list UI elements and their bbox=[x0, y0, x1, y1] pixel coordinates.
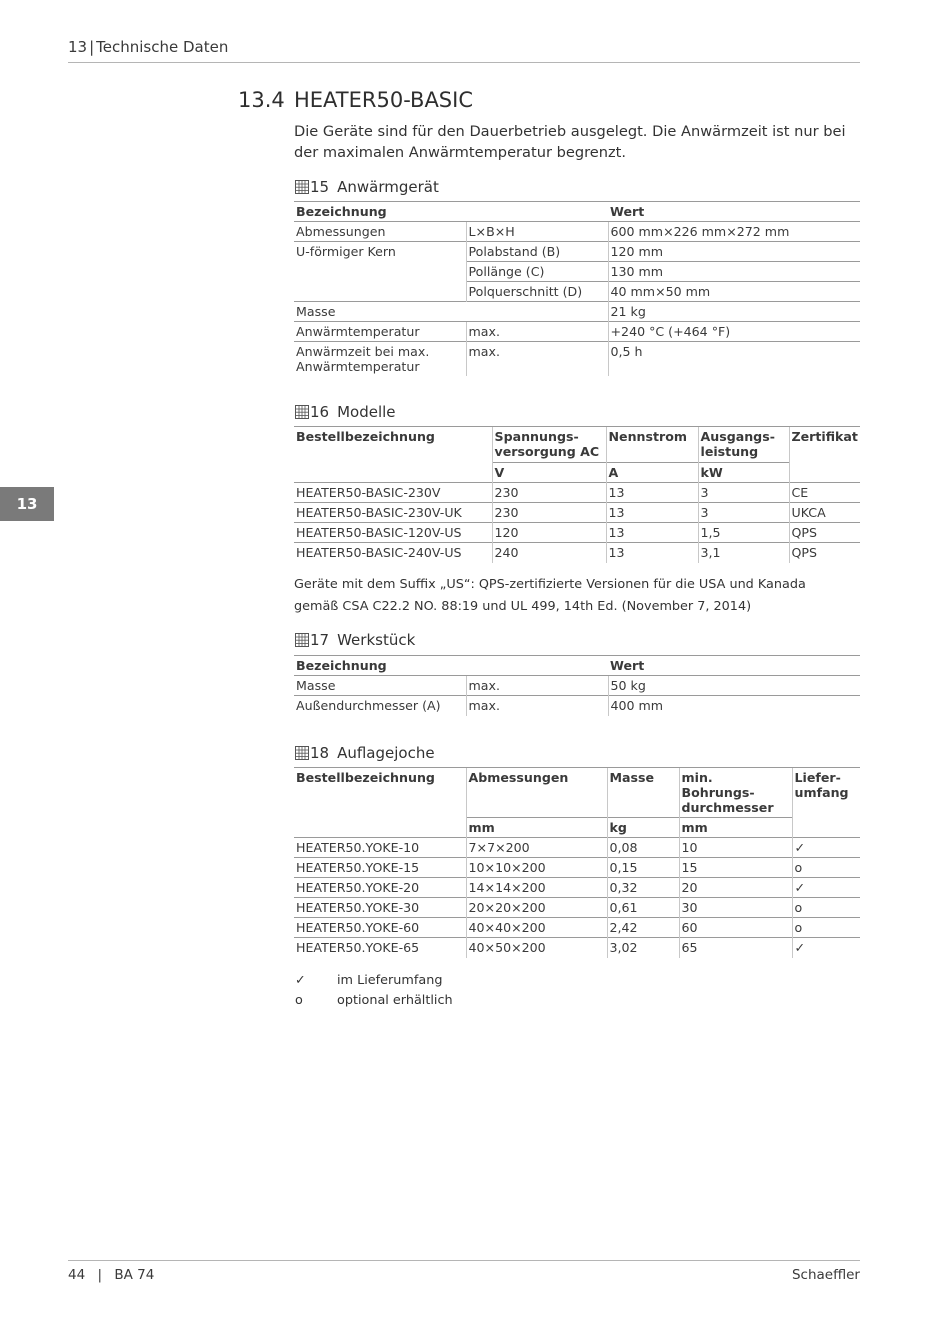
cell: 15 bbox=[679, 858, 792, 878]
cell: 230 bbox=[492, 503, 606, 523]
column-header: Masse bbox=[607, 768, 679, 818]
legend-text: im Lieferumfang bbox=[337, 972, 443, 988]
delivery-mark: ✓ bbox=[792, 838, 860, 858]
cell: Polquerschnitt (D) bbox=[466, 282, 608, 302]
cell: HEATER50.YOKE-30 bbox=[294, 898, 466, 918]
cell: 13 bbox=[606, 523, 698, 543]
cell: 30 bbox=[679, 898, 792, 918]
delivery-mark: o bbox=[792, 898, 860, 918]
column-header: Bestellbezeichnung bbox=[294, 768, 466, 838]
unit-header: V bbox=[492, 462, 606, 482]
table-row bbox=[294, 878, 860, 898]
column-header: Wert bbox=[608, 202, 860, 222]
cell: HEATER50-BASIC-120V-US bbox=[294, 523, 492, 543]
table-row bbox=[294, 938, 860, 958]
document-id: BA 74 bbox=[114, 1267, 155, 1283]
us-suffix-note: Geräte mit dem Suffix „US“: QPS-zertifizierte Versionen für die USA und Kanada gemäß CSA C22.2 NO. 88:19 und UL 499, 14th Ed. (November 7, 2014) bbox=[294, 577, 806, 614]
column-header: Abmessungen bbox=[466, 768, 607, 818]
table-caption-17 bbox=[295, 630, 415, 650]
table-icon bbox=[295, 405, 309, 419]
table-anwaermgeraet bbox=[294, 201, 860, 376]
optional-icon: o bbox=[295, 992, 303, 1008]
cell: Pollänge (C) bbox=[466, 262, 608, 282]
table-row bbox=[294, 222, 860, 242]
unit-header: mm bbox=[679, 818, 792, 838]
column-header: min. Bohrungs-durchmesser bbox=[679, 768, 792, 818]
table-number: 15 bbox=[310, 178, 330, 196]
cell: HEATER50.YOKE-10 bbox=[294, 838, 466, 858]
table-title: Werkstück bbox=[337, 631, 416, 649]
unit-header: kg bbox=[607, 818, 679, 838]
cell: 240 bbox=[492, 543, 606, 563]
cell: 10×10×200 bbox=[466, 858, 607, 878]
cell: HEATER50-BASIC-230V bbox=[294, 483, 492, 503]
cell: U-förmiger Kern bbox=[294, 242, 466, 262]
column-header-empty bbox=[466, 202, 608, 222]
cell: Masse bbox=[294, 302, 466, 322]
column-header: Bezeichnung bbox=[294, 202, 466, 222]
footer-left bbox=[68, 1267, 154, 1283]
column-header: Bestellbezeichnung bbox=[294, 427, 492, 483]
cell: 40×50×200 bbox=[466, 938, 607, 958]
cell: 2,42 bbox=[607, 918, 679, 938]
column-header: Liefer-umfang bbox=[792, 768, 860, 838]
cell: 0,15 bbox=[607, 858, 679, 878]
table-row bbox=[294, 898, 860, 918]
cell: HEATER50.YOKE-15 bbox=[294, 858, 466, 878]
table-icon bbox=[295, 746, 309, 760]
table-row bbox=[294, 838, 860, 858]
table-row bbox=[294, 322, 860, 342]
cell bbox=[466, 302, 608, 322]
cell: 3,1 bbox=[698, 543, 789, 563]
legend-item bbox=[295, 970, 453, 990]
cell: 230 bbox=[492, 483, 606, 503]
cell: max. bbox=[466, 696, 608, 716]
cell: 60 bbox=[679, 918, 792, 938]
table-caption-18 bbox=[295, 743, 435, 763]
cell: 0,32 bbox=[607, 878, 679, 898]
cell: 20 bbox=[679, 878, 792, 898]
legend-text: optional erhältlich bbox=[337, 992, 453, 1008]
footer-separator: | bbox=[97, 1267, 103, 1283]
cell: HEATER50.YOKE-65 bbox=[294, 938, 466, 958]
cell: 7×7×200 bbox=[466, 838, 607, 858]
cell: 14×14×200 bbox=[466, 878, 607, 898]
table-row bbox=[294, 676, 860, 696]
cell: HEATER50.YOKE-60 bbox=[294, 918, 466, 938]
cell: 0,08 bbox=[607, 838, 679, 858]
table-row bbox=[294, 696, 860, 716]
page-number: 44 bbox=[68, 1267, 86, 1283]
table-title: Modelle bbox=[337, 403, 396, 421]
table-row bbox=[294, 483, 860, 503]
column-header: Ausgangs-leistung bbox=[698, 427, 789, 463]
table-row bbox=[294, 503, 860, 523]
table-modelle bbox=[294, 426, 860, 563]
cell: max. bbox=[466, 676, 608, 696]
page-header bbox=[68, 38, 860, 63]
table-row bbox=[294, 242, 860, 262]
cell: Polabstand (B) bbox=[466, 242, 608, 262]
table-icon bbox=[295, 633, 309, 647]
cell: 1,5 bbox=[698, 523, 789, 543]
cell: 13 bbox=[606, 543, 698, 563]
cell: 10 bbox=[679, 838, 792, 858]
table-title: Anwärmgerät bbox=[337, 178, 439, 196]
cell: 65 bbox=[679, 938, 792, 958]
table-row bbox=[294, 543, 860, 563]
intro-paragraph: Die Geräte sind für den Dauerbetrieb ausgelegt. Die Anwärmzeit ist nur bei der maximalen Anwärmtemperatur begrenzt. bbox=[294, 123, 846, 161]
section-heading bbox=[238, 88, 473, 112]
cell: Abmessungen bbox=[294, 222, 466, 242]
cell: 20×20×200 bbox=[466, 898, 607, 918]
cell: HEATER50.YOKE-20 bbox=[294, 878, 466, 898]
table-row bbox=[294, 858, 860, 878]
symbol-legend bbox=[295, 970, 453, 1010]
chapter-number: 13 bbox=[68, 38, 88, 56]
cell: 40 mm×50 mm bbox=[608, 282, 860, 302]
chapter-title: Technische Daten bbox=[96, 38, 229, 56]
cell: 3 bbox=[698, 503, 789, 523]
cell: 13 bbox=[606, 483, 698, 503]
cell: 3 bbox=[698, 483, 789, 503]
cell: 0,61 bbox=[607, 898, 679, 918]
table-icon bbox=[295, 180, 309, 194]
table-number: 16 bbox=[310, 403, 330, 421]
cell: UKCA bbox=[789, 503, 860, 523]
cell: 600 mm×226 mm×272 mm bbox=[608, 222, 860, 242]
cell: HEATER50-BASIC-230V-UK bbox=[294, 503, 492, 523]
table-caption-15 bbox=[295, 177, 439, 197]
cell: 120 bbox=[492, 523, 606, 543]
delivery-mark: ✓ bbox=[792, 938, 860, 958]
unit-header: A bbox=[606, 462, 698, 482]
table-row bbox=[294, 262, 860, 282]
cell: +240 °C (+464 °F) bbox=[608, 322, 860, 342]
cell: QPS bbox=[789, 523, 860, 543]
delivery-mark: o bbox=[792, 918, 860, 938]
cell: 0,5 h bbox=[608, 342, 860, 377]
unit-header: mm bbox=[466, 818, 607, 838]
cell: 50 kg bbox=[608, 676, 860, 696]
table-caption-16 bbox=[295, 402, 396, 422]
cell: 400 mm bbox=[608, 696, 860, 716]
table-number: 18 bbox=[310, 744, 330, 762]
page-footer bbox=[68, 1260, 860, 1283]
column-header: Spannungs-versorgung AC bbox=[492, 427, 606, 463]
header-separator: | bbox=[89, 38, 95, 56]
section-title: HEATER50-BASIC bbox=[294, 88, 473, 112]
table-row bbox=[294, 302, 860, 322]
check-icon: ✓ bbox=[295, 972, 306, 988]
section-number: 13.4 bbox=[238, 88, 285, 112]
cell bbox=[294, 282, 466, 302]
cell: 3,02 bbox=[607, 938, 679, 958]
cell: 40×40×200 bbox=[466, 918, 607, 938]
cell: Masse bbox=[294, 676, 466, 696]
cell: QPS bbox=[789, 543, 860, 563]
cell: 21 kg bbox=[608, 302, 860, 322]
cell: 130 mm bbox=[608, 262, 860, 282]
column-header: Zertifikat bbox=[789, 427, 860, 483]
delivery-mark: ✓ bbox=[792, 878, 860, 898]
cell: 120 mm bbox=[608, 242, 860, 262]
column-header: Bezeichnung bbox=[294, 656, 466, 676]
chapter-side-tab[interactable]: 13 bbox=[0, 487, 54, 521]
cell: max. bbox=[466, 342, 608, 377]
cell: HEATER50-BASIC-240V-US bbox=[294, 543, 492, 563]
cell: Anwärmzeit bei max. Anwärmtemperatur bbox=[294, 342, 466, 377]
unit-header: kW bbox=[698, 462, 789, 482]
cell bbox=[294, 262, 466, 282]
delivery-mark: o bbox=[792, 858, 860, 878]
cell: Außendurchmesser (A) bbox=[294, 696, 466, 716]
cell: Anwärmtemperatur bbox=[294, 322, 466, 342]
table-number: 17 bbox=[310, 631, 330, 649]
column-header: Nennstrom bbox=[606, 427, 698, 463]
column-header-empty bbox=[466, 656, 608, 676]
table-row bbox=[294, 918, 860, 938]
cell: 13 bbox=[606, 503, 698, 523]
cell: L×B×H bbox=[466, 222, 608, 242]
table-row bbox=[294, 342, 860, 377]
legend-item bbox=[295, 990, 453, 1010]
cell: CE bbox=[789, 483, 860, 503]
brand-name: Schaeffler bbox=[791, 1267, 860, 1283]
table-werkstueck bbox=[294, 655, 860, 716]
column-header: Wert bbox=[608, 656, 860, 676]
table-title: Auflagejoche bbox=[337, 744, 435, 762]
cell: max. bbox=[466, 322, 608, 342]
table-row bbox=[294, 523, 860, 543]
table-auflagejoche bbox=[294, 767, 860, 958]
table-row bbox=[294, 282, 860, 302]
